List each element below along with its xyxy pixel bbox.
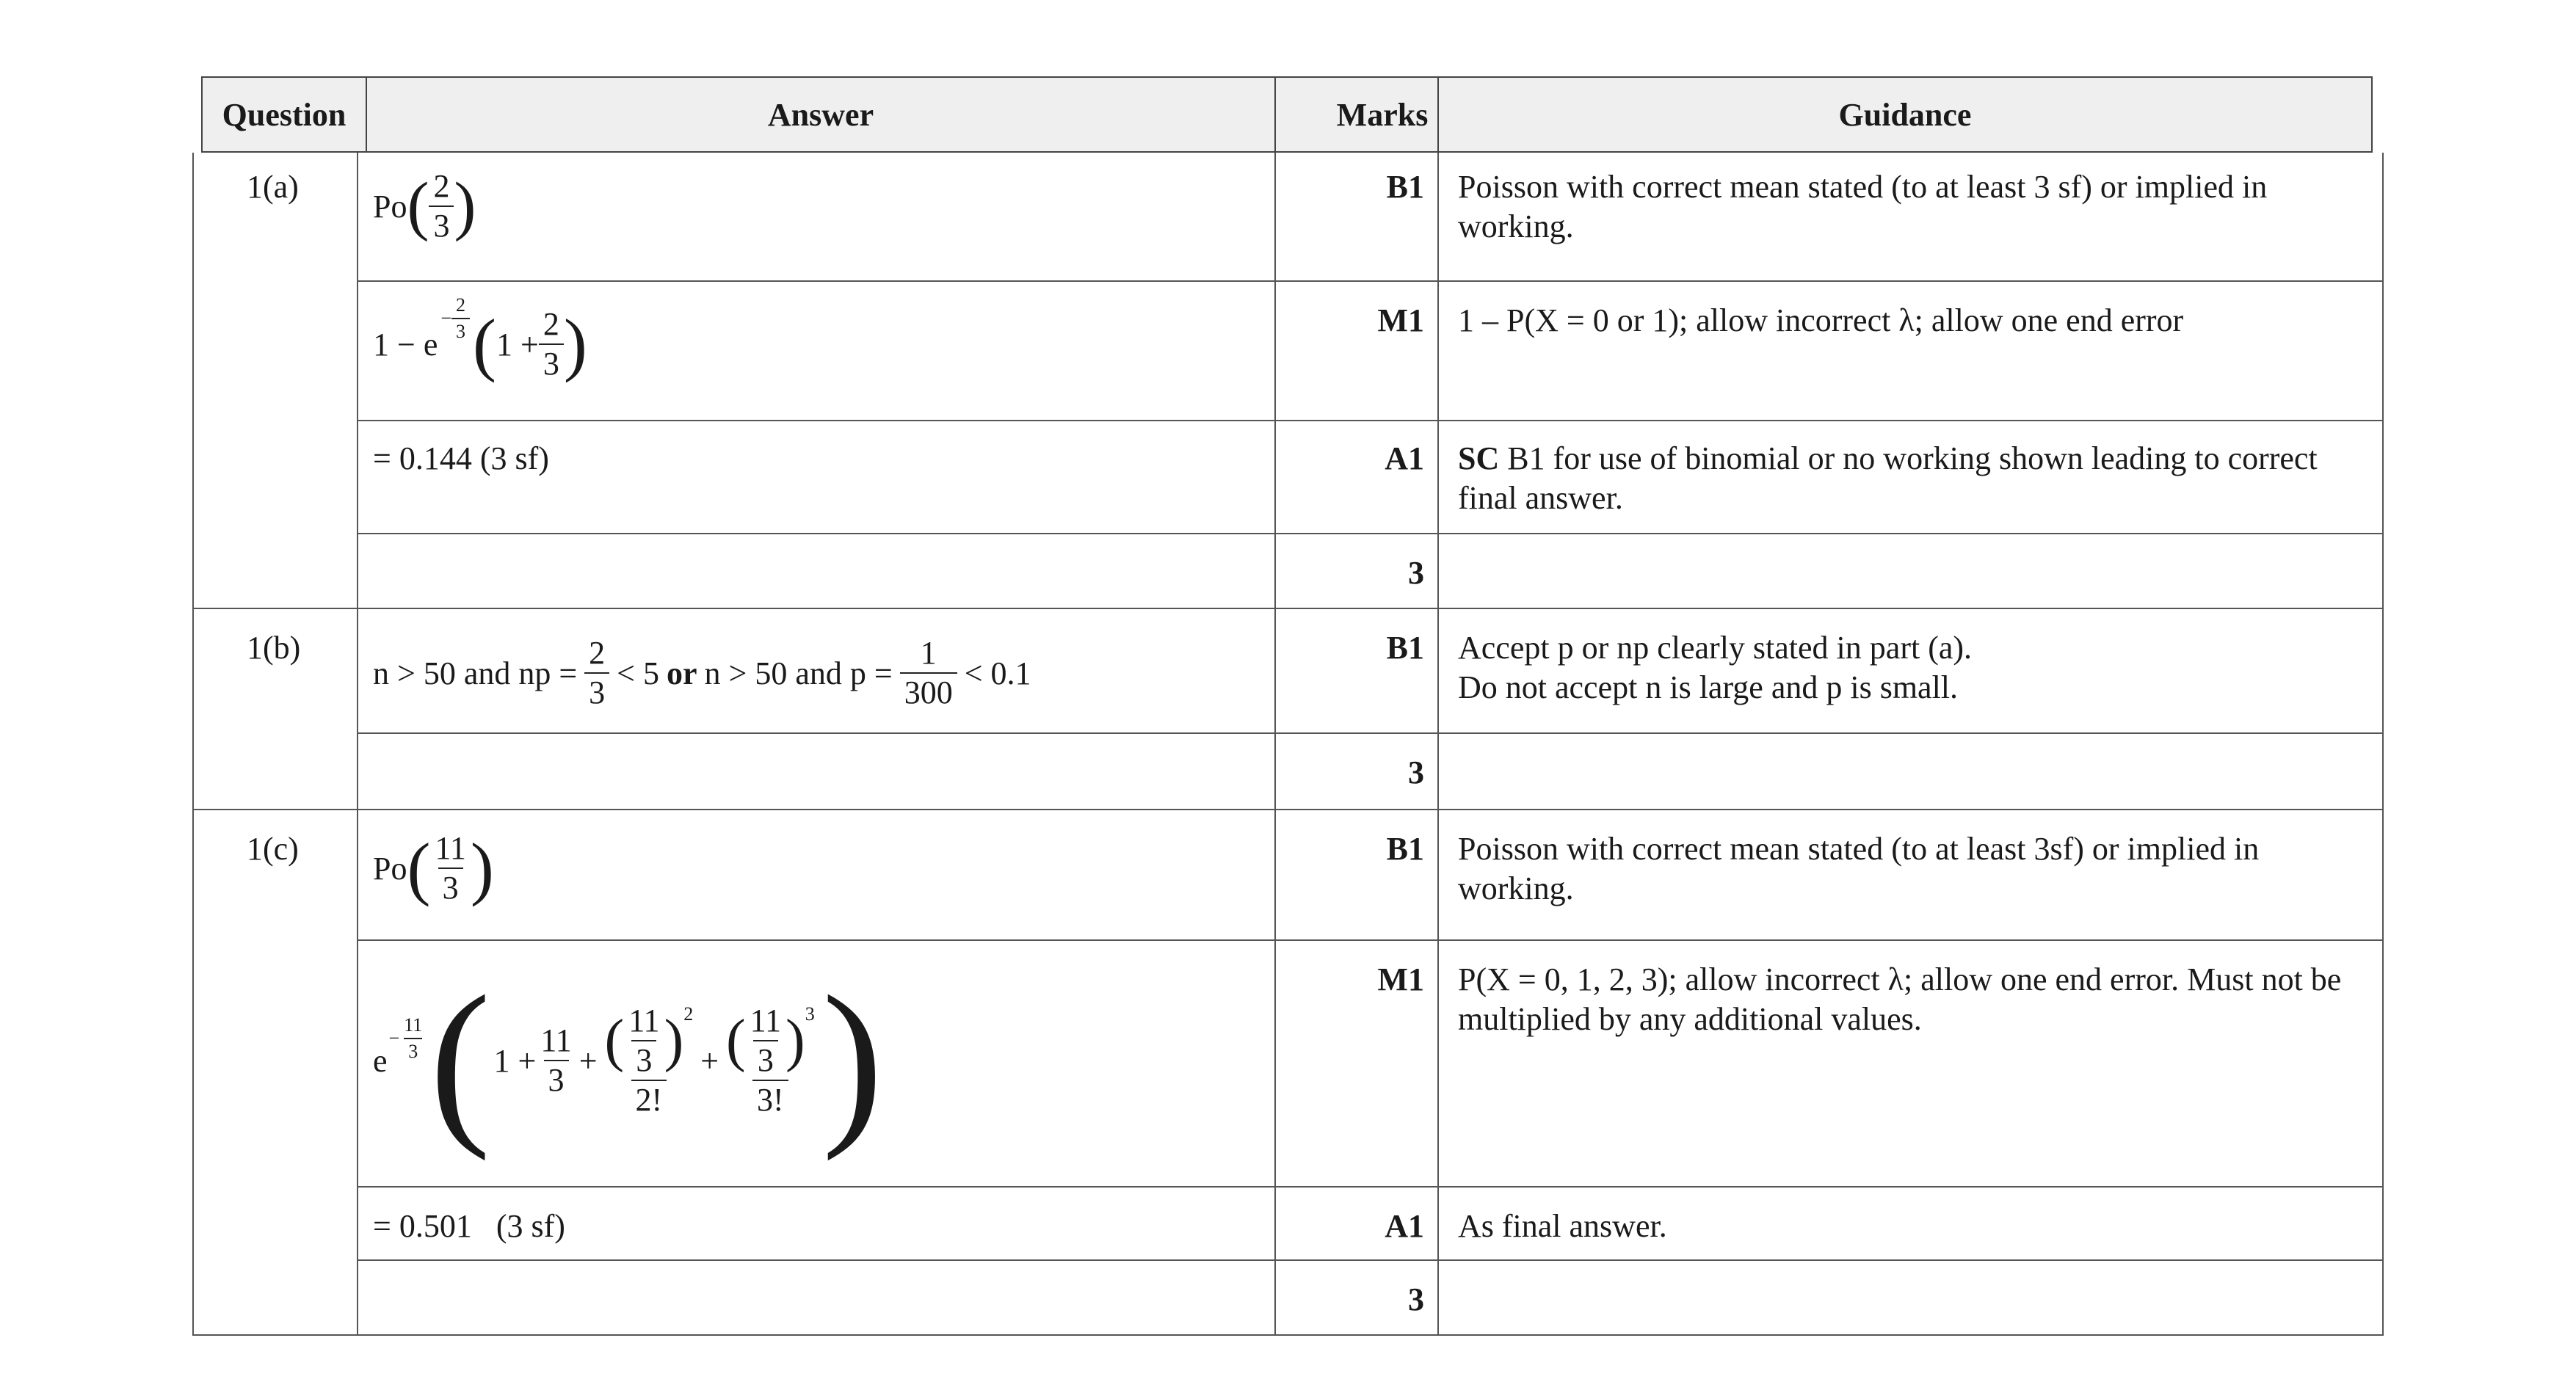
total-1c: 3 [1408, 1281, 1424, 1317]
exponent: − $\frac{11}{3}$ [388, 1014, 423, 1062]
mark-1c-m1: M1 [1377, 961, 1424, 997]
fraction: ( $\frac{11}{3}$ ) 3 3! [726, 1003, 815, 1118]
answer-1c-m1: e − $\frac{11}{3}$ ( 1 + $\frac{11}{3}$ + ( $\frac{11}{3}$ ) 2 2! + ( $\frac{11}{3}$ ) 3 3! ) [373, 959, 883, 1162]
mark-1c-a1: A1 [1385, 1208, 1424, 1244]
fraction: $\frac{2}{3}$ [584, 637, 609, 709]
row-line [357, 533, 2384, 534]
fraction: $\frac{11}{3}$ [540, 1022, 572, 1098]
table-border-bottom [192, 1334, 2384, 1336]
fraction: $\frac{2}{3}$ [429, 170, 454, 242]
fraction: $\frac{2}{3}$ [539, 308, 564, 380]
mark-1b-b1: B1 [1386, 630, 1424, 666]
row-line [357, 420, 2384, 421]
guidance-1b-line1: Accept p or np clearly stated in part (a). [1458, 630, 1973, 666]
row-line [357, 732, 2384, 734]
guidance-1a-b1: Poisson with correct mean stated (to at least 3 sf) or implied in working. [1458, 169, 2268, 244]
table-divider-answer [1274, 153, 1276, 1336]
table-divider-question [357, 153, 358, 1336]
mark-1a-m1: M1 [1377, 302, 1424, 338]
fraction: $\frac{11}{3}$ [435, 830, 466, 906]
answer-1a-m1: 1 − e − $\frac{2}{3}$ ( 1 + $\frac{2}{3}$ ) [373, 294, 587, 383]
guidance-1c-m1: P(X = 0, 1, 2, 3); allow incorrect λ; allow one end error. Must not be multiplied by any additional values. [1458, 961, 2342, 1037]
guidance-1c-b1: Poisson with correct mean stated (to at least 3sf) or implied in working. [1458, 831, 2260, 906]
answer-1a-poisson: Po ( $\frac{2}{3}$ ) [373, 168, 476, 244]
answer-1b: n > 50 and np = $\frac{2}{3}$ < 5 or n > 50 and p = $\frac{1}{300}$ < 0.1 [373, 635, 1031, 710]
guidance-1b-line2: Do not accept n is large and p is small. [1458, 669, 1959, 705]
question-label-1c: 1(c) [247, 831, 299, 867]
fraction: ( $\frac{11}{3}$ ) 2 2! [604, 1003, 694, 1118]
row-line [192, 608, 2384, 609]
guidance-1a-m1: 1 – P(X = 0 or 1); allow incorrect λ; allow one end error [1458, 302, 2184, 338]
mark-1a-b1: B1 [1386, 169, 1424, 205]
mark-1a-a1: A1 [1385, 440, 1424, 476]
row-line [357, 280, 2384, 282]
question-label-1b: 1(b) [247, 630, 301, 666]
row-line [192, 809, 2384, 810]
row-line [357, 1186, 2384, 1187]
header-marks: Marks [1274, 76, 1439, 153]
answer-1c-poisson: Po ( $\frac{11}{3}$ ) [373, 829, 494, 907]
answer-1a-a1: = 0.144 (3 sf) [373, 440, 549, 476]
answer-1c-a1: = 0.501 (3 sf) [373, 1208, 565, 1244]
table-border-right [2382, 153, 2384, 1336]
total-1a: 3 [1408, 555, 1424, 591]
header-answer: Answer [366, 76, 1276, 153]
row-line [357, 939, 2384, 941]
fraction: $\frac{1}{300}$ [900, 637, 957, 709]
question-label-1a: 1(a) [247, 169, 299, 205]
header-question: Question [201, 76, 367, 153]
mark-1c-b1: B1 [1386, 831, 1424, 867]
exponent: − $\frac{2}{3}$ [440, 296, 470, 341]
guidance-1c-a1: As final answer. [1458, 1208, 1667, 1244]
header-guidance: Guidance [1437, 76, 2373, 153]
total-1b: 3 [1408, 754, 1424, 790]
guidance-1a-a1: SC B1 for use of binomial or no working shown leading to correct final answer. [1458, 440, 2318, 516]
row-line [357, 1259, 2384, 1261]
table-border-left [192, 153, 194, 1336]
table-divider-marks [1437, 153, 1439, 1336]
